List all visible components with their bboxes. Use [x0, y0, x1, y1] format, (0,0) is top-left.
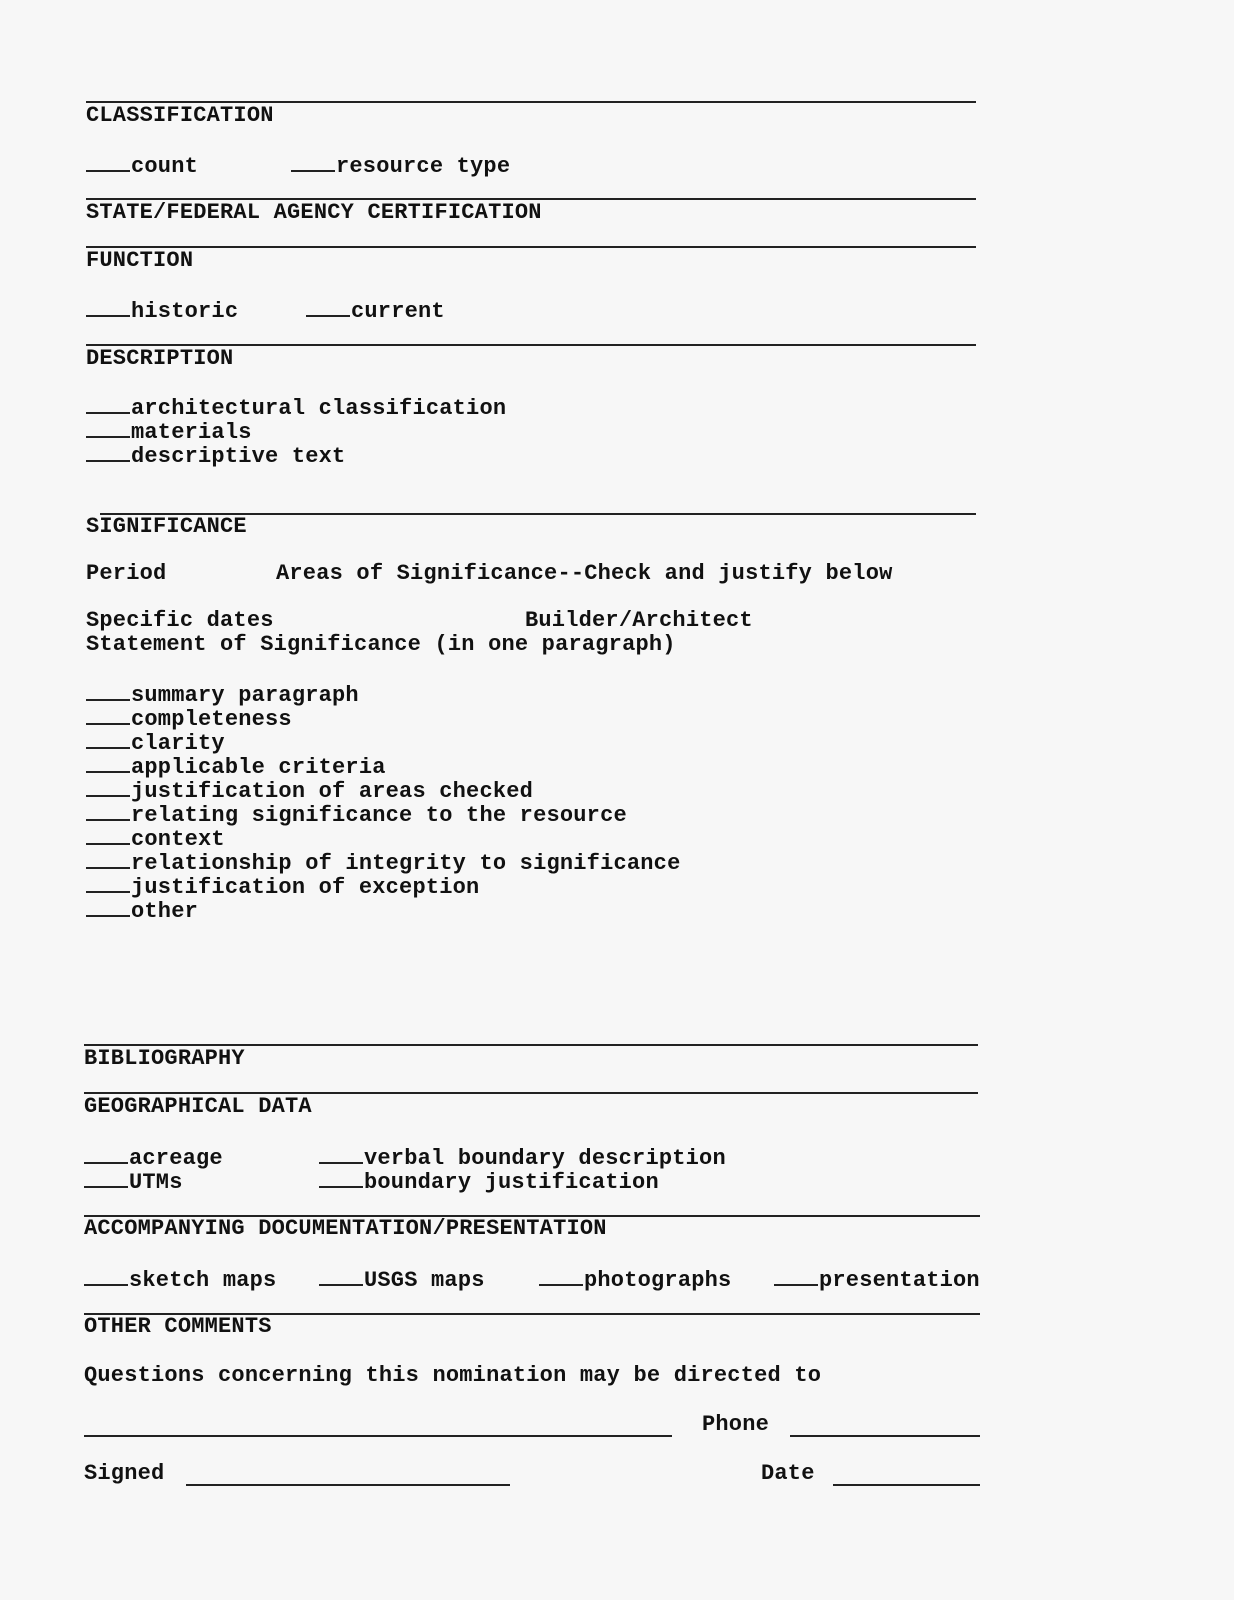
- checkbox-blank[interactable]: [319, 1144, 363, 1164]
- geographical-item[interactable]: acreage: [84, 1144, 223, 1171]
- significance-statement-label: Statement of Significance (in one paragraph): [86, 632, 676, 657]
- comments-questions-text: Questions concerning this nomination may be directed to: [84, 1363, 822, 1388]
- checkbox-blank[interactable]: [86, 681, 130, 701]
- checkbox-blank[interactable]: [86, 849, 130, 869]
- checkbox-blank[interactable]: [86, 897, 130, 917]
- documentation-item[interactable]: presentation: [774, 1266, 980, 1293]
- checkbox-blank[interactable]: [86, 873, 130, 893]
- description-item[interactable]: descriptive text: [86, 442, 345, 469]
- checkbox-blank[interactable]: [86, 825, 130, 845]
- significance-item[interactable]: clarity: [86, 729, 225, 756]
- description-item[interactable]: materials: [86, 418, 252, 445]
- checkbox-blank[interactable]: [86, 777, 130, 797]
- checkbox-blank[interactable]: [86, 152, 130, 172]
- checkbox-blank[interactable]: [86, 705, 130, 725]
- checkbox-blank[interactable]: [774, 1266, 818, 1286]
- significance-item[interactable]: applicable criteria: [86, 753, 386, 780]
- checkbox-blank[interactable]: [84, 1144, 128, 1164]
- checkbox-blank[interactable]: [319, 1168, 363, 1188]
- significance-item[interactable]: completeness: [86, 705, 292, 732]
- significance-heading: SIGNIFICANCE: [86, 514, 247, 539]
- checkbox-blank[interactable]: [86, 442, 130, 462]
- significance-builder-label: Builder/Architect: [525, 608, 753, 633]
- checkbox-blank[interactable]: [539, 1266, 583, 1286]
- bibliography-heading: BIBLIOGRAPHY: [84, 1046, 245, 1071]
- documentation-item[interactable]: photographs: [539, 1266, 731, 1293]
- checkbox-blank[interactable]: [306, 297, 350, 317]
- checkbox-blank[interactable]: [86, 394, 130, 414]
- significance-areas-label: Areas of Significance--Check and justify below: [276, 561, 893, 586]
- section-rule: [86, 246, 976, 248]
- documentation-item[interactable]: USGS maps: [319, 1266, 485, 1293]
- significance-item[interactable]: relationship of integrity to significance: [86, 849, 681, 876]
- geographical-item[interactable]: boundary justification: [319, 1168, 659, 1195]
- checkbox-blank[interactable]: [86, 729, 130, 749]
- checkbox-blank[interactable]: [291, 152, 335, 172]
- certification-heading: STATE/FEDERAL AGENCY CERTIFICATION: [86, 200, 542, 225]
- function-current-item[interactable]: current: [306, 297, 445, 324]
- signature-line[interactable]: [186, 1484, 510, 1486]
- significance-item[interactable]: justification of areas checked: [86, 777, 533, 804]
- description-heading: DESCRIPTION: [86, 346, 234, 371]
- checkbox-blank[interactable]: [86, 297, 130, 317]
- phone-label: Phone: [702, 1412, 770, 1437]
- classification-heading: CLASSIFICATION: [86, 103, 274, 128]
- signed-label: Signed: [84, 1461, 165, 1486]
- geographical-item[interactable]: UTMs: [84, 1168, 183, 1195]
- significance-item[interactable]: summary paragraph: [86, 681, 359, 708]
- function-historic-item[interactable]: historic: [86, 297, 238, 324]
- checkbox-blank[interactable]: [84, 1266, 128, 1286]
- significance-item[interactable]: relating significance to the resource: [86, 801, 627, 828]
- date-label: Date: [761, 1461, 815, 1486]
- comments-heading: OTHER COMMENTS: [84, 1314, 272, 1339]
- contact-name-line[interactable]: [84, 1435, 672, 1437]
- geographical-item[interactable]: verbal boundary description: [319, 1144, 726, 1171]
- documentation-item[interactable]: sketch maps: [84, 1266, 276, 1293]
- checkbox-blank[interactable]: [86, 753, 130, 773]
- checkbox-blank[interactable]: [86, 801, 130, 821]
- checkbox-blank[interactable]: [86, 418, 130, 438]
- description-item[interactable]: architectural classification: [86, 394, 506, 421]
- significance-item[interactable]: justification of exception: [86, 873, 479, 900]
- classification-count-item[interactable]: count: [86, 152, 198, 179]
- significance-specific-dates-label: Specific dates: [86, 608, 274, 633]
- function-heading: FUNCTION: [86, 248, 194, 273]
- documentation-heading: ACCOMPANYING DOCUMENTATION/PRESENTATION: [84, 1216, 607, 1241]
- geographical-heading: GEOGRAPHICAL DATA: [84, 1094, 312, 1119]
- classification-resource-type-item[interactable]: resource type: [291, 152, 510, 179]
- significance-item[interactable]: context: [86, 825, 225, 852]
- significance-item[interactable]: other: [86, 897, 198, 924]
- significance-period-label: Period: [86, 561, 167, 586]
- date-line[interactable]: [833, 1484, 980, 1486]
- checkbox-blank[interactable]: [319, 1266, 363, 1286]
- checkbox-blank[interactable]: [84, 1168, 128, 1188]
- phone-line[interactable]: [790, 1435, 980, 1437]
